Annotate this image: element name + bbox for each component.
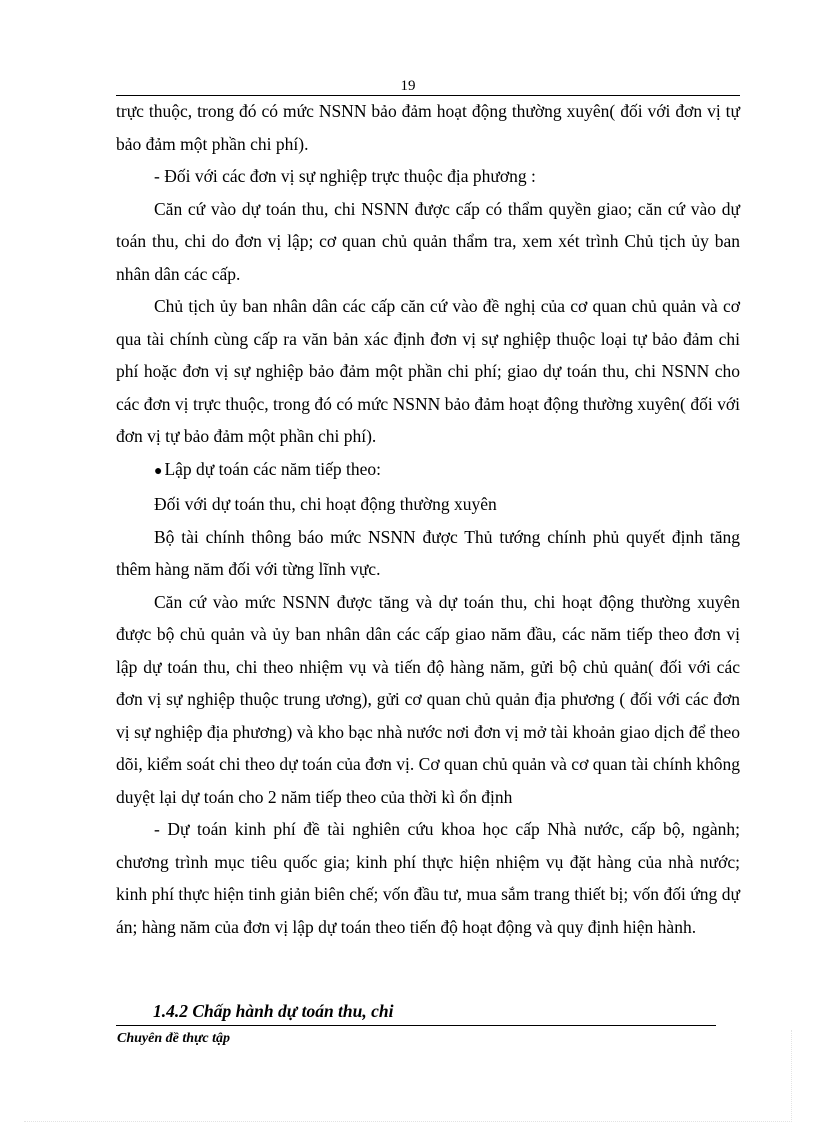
document-body [116,95,740,943]
page-number: 19 [400,78,416,94]
footer-rule [116,1025,716,1026]
paragraph-increase-basis: Căn cứ vào mức NSNN được tăng và dự toán thu, chi hoạt động thường xuyên được bộ chủ quản và ủy ban nhân dân các cấp giao năm đầu, các năm tiếp theo đơn vị lập dự toán thu, chi theo nhiệm vụ và tiến độ hàng năm, gửi bộ chủ quản( đối với các đơn vị sự nghiệp thuộc trung ương), gửi cơ quan chủ quản địa phương ( đối với các đơn vị sự nghiệp địa phương) và kho bạc nhà nước nơi đơn vị mở tài khoản giao dịch để theo dõi, kiểm soát chi theo dự toán của đơn vị. Cơ quan chủ quản và cơ quan tài chính không duyệt lại dự toán cho 2 năm tiếp theo của thời kì ổn định [116,591,740,807]
paragraph-ministry-notice: Bộ tài chính thông báo mức NSNN được Thủ tướng chính phủ quyết định tăng thêm hàng năm đối với từng lĩnh vực. [116,526,740,579]
bullet-item-text: Lập dự toán các năm tiếp theo: [164,458,381,479]
paragraph-basis: Căn cứ vào dự toán thu, chi NSNN được cấp có thẩm quyền giao; căn cứ vào dự toán thu, chi do đơn vị lập; cơ quan chủ quản thẩm tra, xem xét trình Chủ tịch ủy ban nhân dân các cấp. [116,198,740,284]
bottom-dotted-border [24,1121,792,1122]
bullet-dot-icon: ● [154,463,163,479]
paragraph-regular-estimate: Đối với dự toán thu, chi hoạt động thường xuyên [154,494,497,514]
bullet-item [116,453,740,489]
section-heading: 1.4.2 Chấp hành dự toán thu, chi [153,1001,394,1021]
paragraph-research-estimate: - Dự toán kinh phí đề tài nghiên cứu khoa học cấp Nhà nước, cấp bộ, ngành; chương trình mục tiêu quốc gia; kinh phí thực hiện nhiệm vụ đặt hàng của nhà nước; kinh phí thực hiện tinh giản biên chế; vốn đầu tư, mua sắm trang thiết bị; vốn đối ứng dự án; hàng năm của đơn vị lập dự toán theo tiến độ hoạt động và quy định hiện hành. [116,819,740,937]
side-dotted-border [791,1030,792,1120]
paragraph-local-units: - Đối với các đơn vị sự nghiệp trực thuộc địa phương : [154,166,536,186]
footer-text: Chuyên đề thực tập [117,1031,231,1046]
paragraph-continuation: trực thuộc, trong đó có mức NSNN bảo đảm hoạt động thường xuyên( đối với đơn vị tự bảo đảm một phần chi phí). [116,101,740,154]
paragraph-chairman: Chủ tịch ủy ban nhân dân các cấp căn cứ vào đề nghị của cơ quan chủ quản và cơ qua tài chính cùng cấp ra văn bản xác định đơn vị sự nghiệp thuộc loại tự bảo đảm chi phí hoặc đơn vị sự nghiệp bảo đảm một phần chi phí; giao dự toán thu, chi NSNN cho các đơn vị trực thuộc, trong đó có mức NSNN bảo đảm hoạt động thường xuyên( đối với đơn vị tự bảo đảm một phần chi phí). [116,296,740,446]
